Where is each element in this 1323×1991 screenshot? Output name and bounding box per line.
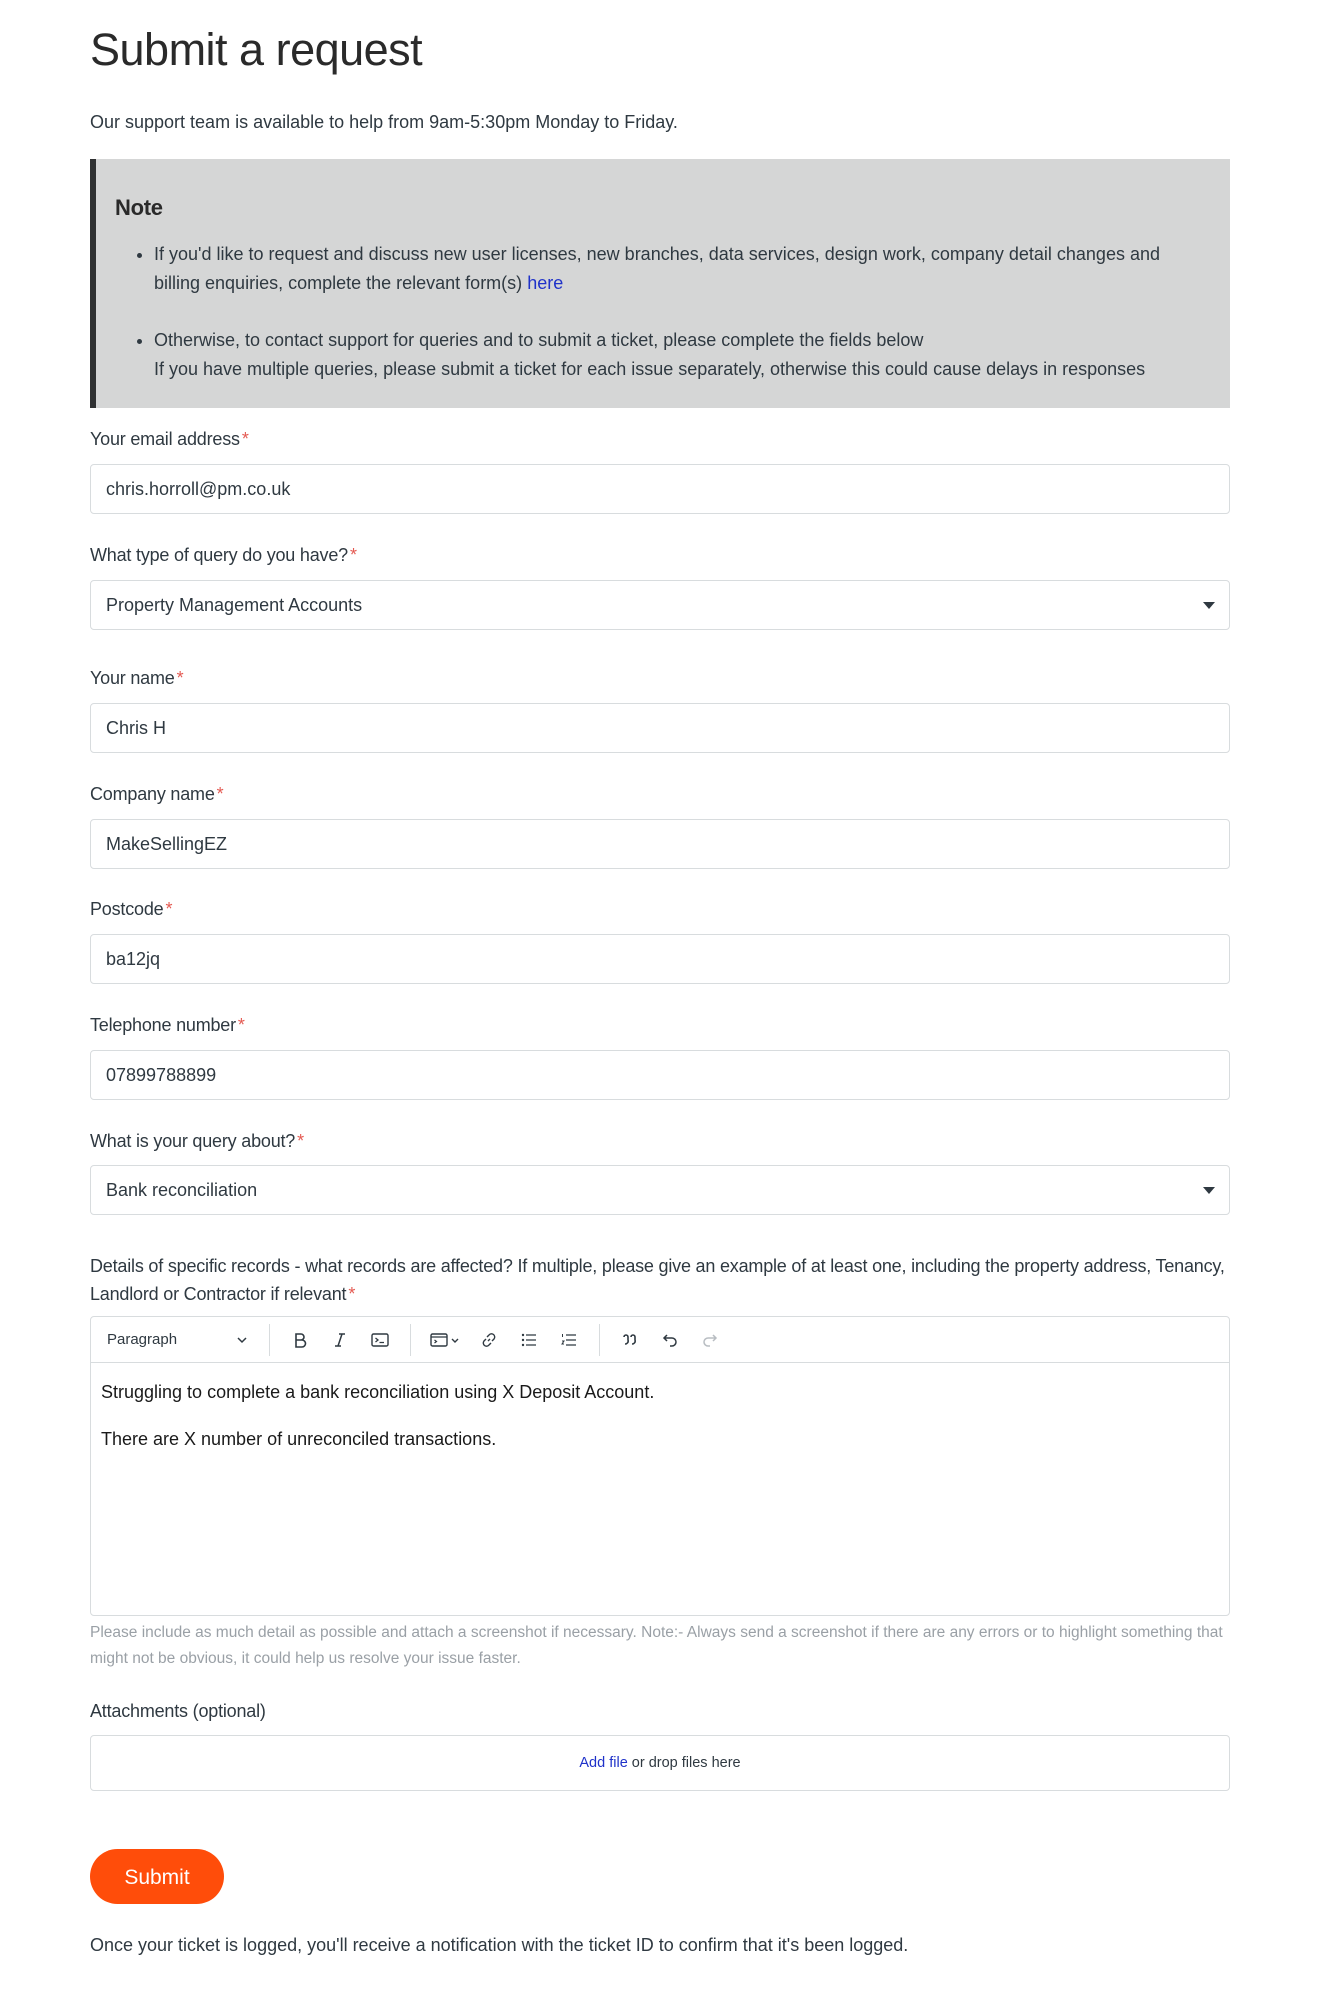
note-box bbox=[90, 159, 1230, 408]
numbered-list-icon bbox=[561, 1333, 577, 1347]
link-icon bbox=[481, 1332, 497, 1348]
undo-button[interactable] bbox=[657, 1327, 683, 1353]
note-list bbox=[115, 240, 1230, 384]
code-button[interactable] bbox=[367, 1327, 393, 1353]
note-title: Note bbox=[115, 195, 163, 220]
code-block-button[interactable] bbox=[428, 1327, 462, 1353]
postcode-field[interactable]: ba12jq bbox=[90, 934, 1230, 984]
editor-content[interactable] bbox=[91, 1363, 1229, 1493]
caret-down-icon bbox=[1203, 1187, 1215, 1194]
note-item-text: If you have multiple queries, please submit a ticket for each issue separately, otherwise this could cause delays in responses bbox=[154, 359, 1146, 379]
query-about-select[interactable] bbox=[90, 1165, 1230, 1215]
email-label-text: Your email address bbox=[90, 429, 240, 449]
add-file-link[interactable]: Add file bbox=[579, 1755, 628, 1771]
note-item-text: Otherwise, to contact support for queries and to submit a ticket, please complete the fields below bbox=[154, 330, 924, 350]
details-label bbox=[90, 1252, 1240, 1308]
query-type-label-text: What type of query do you have? bbox=[90, 545, 348, 565]
required-marker: * bbox=[348, 1284, 356, 1304]
postcode-label-text: Postcode bbox=[90, 899, 164, 919]
query-about-label bbox=[90, 1131, 304, 1152]
telephone-field[interactable]: 07899788899 bbox=[90, 1050, 1230, 1100]
code-block-icon bbox=[430, 1332, 460, 1348]
paragraph-style-label: Paragraph bbox=[107, 1331, 178, 1348]
email-label bbox=[90, 429, 249, 450]
name-field[interactable]: Chris H bbox=[90, 703, 1230, 753]
required-marker: * bbox=[165, 899, 173, 919]
required-marker: * bbox=[349, 545, 357, 565]
editor-toolbar bbox=[91, 1317, 1229, 1363]
email-field[interactable]: chris.horroll@pm.co.uk bbox=[90, 464, 1230, 514]
submit-button[interactable]: Submit bbox=[90, 1849, 224, 1904]
here-link[interactable]: here bbox=[527, 273, 564, 293]
required-marker: * bbox=[237, 1015, 245, 1035]
bold-button[interactable] bbox=[287, 1327, 313, 1353]
italic-icon bbox=[334, 1332, 346, 1348]
company-label bbox=[90, 784, 223, 805]
note-item-text: If you'd like to request and discuss new user licenses, new branches, data services, design work, company detail changes and billing enquiries, complete the relevant form(s) bbox=[154, 244, 1160, 293]
quote-icon bbox=[623, 1334, 637, 1346]
required-marker: * bbox=[241, 429, 249, 449]
details-label-text: Landlord or Contractor if relevant bbox=[90, 1284, 347, 1304]
numbered-list-button[interactable] bbox=[556, 1327, 582, 1353]
page-title: Submit a request bbox=[90, 24, 423, 75]
code-icon bbox=[371, 1332, 389, 1348]
drop-files-text: or drop files here bbox=[627, 1755, 741, 1771]
redo-icon bbox=[702, 1333, 718, 1347]
editor-paragraph: There are X number of unreconciled transactions. bbox=[101, 1429, 497, 1449]
postcode-label bbox=[90, 899, 172, 920]
query-type-value: Property Management Accounts bbox=[106, 595, 363, 615]
required-marker: * bbox=[297, 1131, 304, 1151]
required-marker: * bbox=[216, 784, 224, 804]
telephone-label bbox=[90, 1015, 245, 1036]
italic-button[interactable] bbox=[327, 1327, 353, 1353]
note-item bbox=[154, 326, 1230, 384]
bulleted-list-button[interactable] bbox=[516, 1327, 542, 1353]
company-label-text: Company name bbox=[90, 784, 215, 804]
redo-button[interactable] bbox=[697, 1327, 723, 1353]
query-about-value: Bank reconciliation bbox=[106, 1180, 258, 1200]
caret-down-icon bbox=[1203, 602, 1215, 609]
ticket-notification-text: Once your ticket is logged, you'll receive a notification with the ticket ID to confirm that it's been logged. bbox=[90, 1935, 909, 1955]
details-hint: Please include as much detail as possible and attach a screenshot if necessary. Note:- Always send a screenshot if there are any errors or to highlight something that might not be obvious, it could help us resolve your issue faster. bbox=[90, 1624, 1223, 1667]
undo-icon bbox=[662, 1333, 678, 1347]
bold-icon bbox=[293, 1332, 307, 1348]
query-type-select[interactable] bbox=[90, 580, 1230, 630]
toolbar-divider bbox=[269, 1324, 270, 1356]
toolbar-divider bbox=[599, 1324, 600, 1356]
editor-paragraph: Struggling to complete a bank reconciliation using X Deposit Account. bbox=[101, 1382, 655, 1402]
telephone-label-text: Telephone number bbox=[90, 1015, 236, 1035]
chevron-down-icon bbox=[237, 1336, 247, 1344]
required-marker: * bbox=[176, 668, 184, 688]
name-label bbox=[90, 668, 183, 689]
attachments-dropzone[interactable] bbox=[90, 1735, 1230, 1791]
support-hours-text: Our support team is available to help from 9am-5:30pm Monday to Friday. bbox=[90, 112, 678, 132]
details-label-text: Details of specific records - what records are affected? If multiple, please give an example of at least one, including the property address, Tenancy, bbox=[90, 1256, 1225, 1276]
attachments-label: Attachments (optional) bbox=[90, 1701, 266, 1721]
bulleted-list-icon bbox=[521, 1333, 537, 1347]
query-about-label-text: What is your query about? bbox=[90, 1131, 296, 1151]
link-button[interactable] bbox=[476, 1327, 502, 1353]
query-type-label bbox=[90, 545, 357, 566]
name-label-text: Your name bbox=[90, 668, 175, 688]
note-item bbox=[154, 240, 1230, 298]
paragraph-style-select[interactable] bbox=[107, 1331, 259, 1348]
company-field[interactable]: MakeSellingEZ bbox=[90, 819, 1230, 869]
blockquote-button[interactable] bbox=[617, 1327, 643, 1353]
toolbar-divider bbox=[410, 1324, 411, 1356]
details-editor bbox=[90, 1316, 1230, 1616]
